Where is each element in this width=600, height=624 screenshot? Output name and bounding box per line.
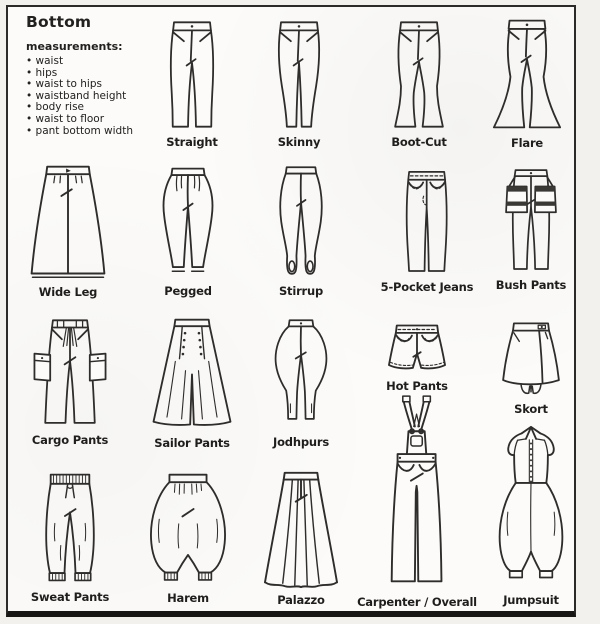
measurement-item: • hips (26, 68, 156, 80)
palazzo-pants-drawing (253, 466, 349, 591)
figure-hot-pants (371, 320, 463, 393)
figure-label: Flare (510, 136, 544, 150)
figure-wide-leg (16, 160, 120, 299)
flare-pants-drawing (481, 14, 573, 134)
figure-sailor-pants (141, 313, 243, 450)
figure-label: Wide Leg (38, 285, 98, 299)
jumpsuit-drawing (480, 424, 582, 591)
figure-bush-pants (488, 164, 574, 292)
figure-jumpsuit (480, 424, 582, 607)
figure-label: Sailor Pants (154, 436, 230, 450)
measurement-item: • body rise (26, 102, 156, 114)
page-title: Bottom (26, 13, 92, 31)
sailor-pants-drawing (141, 313, 243, 434)
figure-label: Sweat Pants (30, 590, 110, 604)
figure-palazzo (253, 466, 349, 607)
figure-carpenter-overall (357, 393, 477, 609)
cargo-pants-drawing (25, 314, 115, 431)
figure-stirrup (256, 161, 346, 298)
measurement-item: • pant bottom width (26, 126, 156, 138)
figure-skort (486, 317, 576, 416)
figure-label: Harem (167, 591, 209, 605)
skort-drawing (486, 317, 576, 400)
five-pocket-jeans-drawing (383, 164, 471, 278)
hot-pants-drawing (371, 320, 463, 377)
figure-label: Bush Pants (495, 278, 567, 292)
measurement-item: • waist to hips (26, 79, 156, 91)
pegged-pants-drawing (142, 162, 234, 282)
figure-label: 5-Pocket Jeans (380, 280, 474, 294)
figure-label: Straight (166, 135, 218, 149)
measurement-item: • waist to floor (26, 114, 156, 126)
skinny-pants-drawing (254, 16, 344, 133)
harem-pants-drawing (137, 468, 239, 589)
figure-label: Palazzo (277, 593, 325, 607)
figure-label: Jodhpurs (273, 435, 329, 449)
figure-jodhpurs (257, 314, 345, 449)
figure-label: Carpenter / Overall (357, 595, 477, 609)
jodhpurs-drawing (257, 314, 345, 433)
carpenter-overall-drawing (369, 393, 464, 593)
figure-straight (147, 16, 237, 149)
boot-cut-pants-drawing (374, 16, 464, 133)
measurements-list (26, 56, 156, 137)
stirrup-pants-drawing (256, 161, 346, 282)
figure-label: Skinny (277, 135, 321, 149)
figure-5-pocket-jeans (381, 164, 474, 294)
measurement-item: • waist (26, 56, 156, 68)
figure-pegged (142, 162, 234, 298)
figure-label: Skort (514, 402, 548, 416)
figure-label: Stirrup (278, 284, 324, 298)
figure-label: Pegged (164, 284, 212, 298)
sweat-pants-drawing (24, 468, 116, 588)
figure-label: Hot Pants (386, 379, 448, 393)
figure-label: Cargo Pants (31, 433, 109, 447)
figure-label: Boot-Cut (391, 135, 447, 149)
figure-skinny (254, 16, 344, 149)
measurements-title: measurements: (26, 40, 123, 53)
figure-cargo-pants (25, 314, 115, 447)
measurement-item: • waistband height (26, 91, 156, 103)
wide-leg-pants-drawing (16, 160, 120, 283)
figure-flare (481, 14, 573, 150)
figure-harem (137, 468, 239, 605)
straight-pants-drawing (147, 16, 237, 133)
figure-sweat-pants (24, 468, 116, 604)
figure-label: Jumpsuit (503, 593, 559, 607)
bush-pants-drawing (488, 164, 574, 276)
figure-boot-cut (374, 16, 464, 149)
legend (26, 13, 156, 137)
